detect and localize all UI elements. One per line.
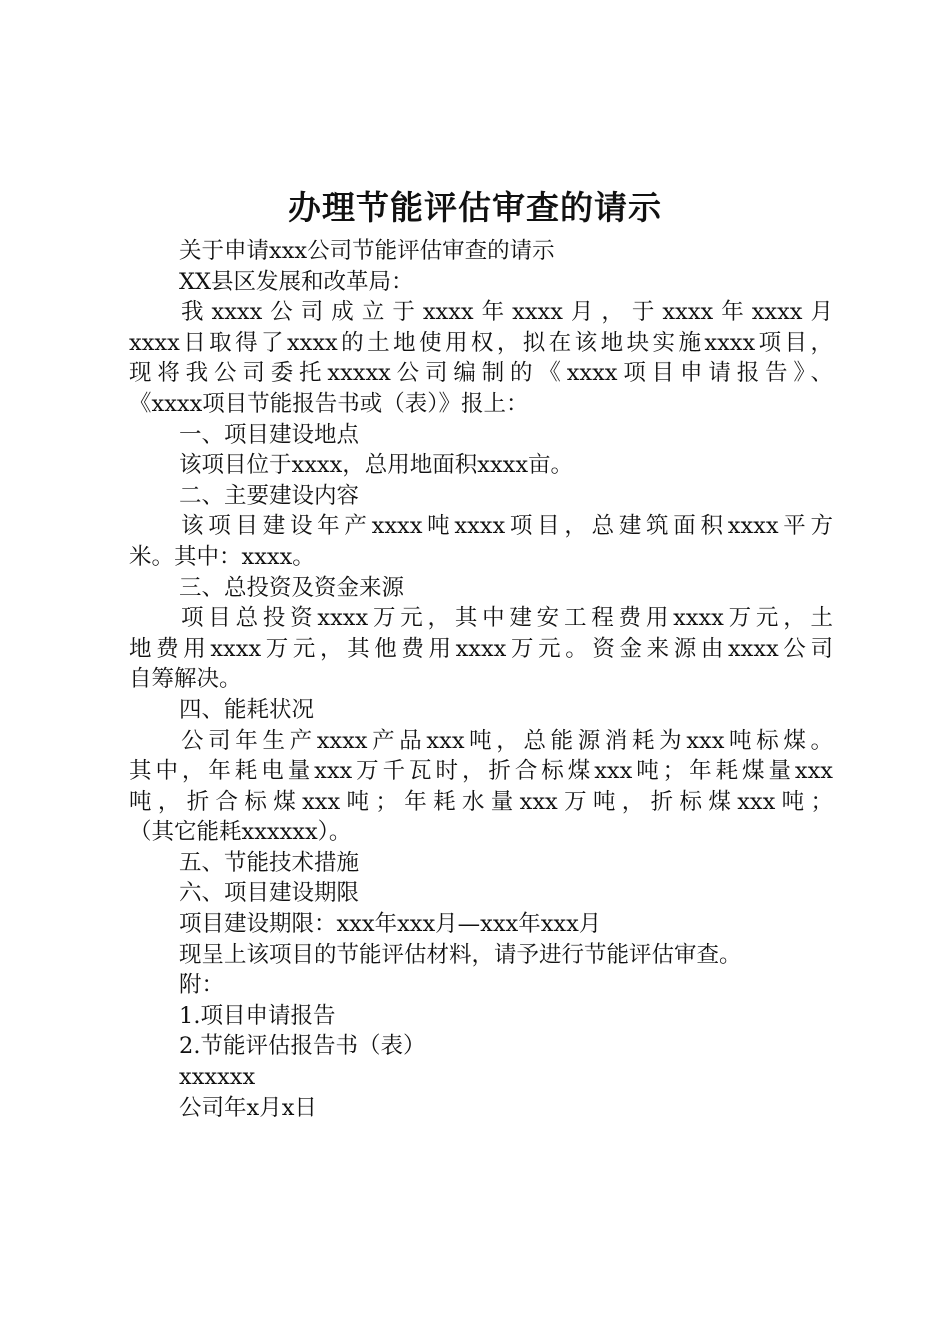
paragraph-line: 其中，年耗电量xxx万千瓦时，折合标煤xxx吨；年耗煤量xxx <box>129 758 833 785</box>
intro-line: 现将我公司委托xxxxx公司编制的《xxxx项目申请报告》、 <box>129 360 833 387</box>
signature-date: 公司年x月x日 <box>179 1094 317 1121</box>
addressee: XX县区发展和改革局： <box>179 268 414 295</box>
section-text: 项目建设期限：xxx年xxx月—xxx年xxx月 <box>179 911 602 938</box>
intro-line: 《xxxx项目节能报告书或（表）》报上： <box>129 390 529 417</box>
attachment-item: 1.项目申请报告 <box>179 1002 336 1029</box>
paragraph-line: 公司年生产xxxx产品xxx吨，总能源消耗为xxx吨标煤。 <box>181 727 833 754</box>
attachments-label: 附： <box>179 972 225 999</box>
attachment-item: 2.节能评估报告书（表） <box>179 1033 426 1060</box>
paragraph-line: 项目总投资xxxx万元，其中建安工程费用xxxx万元，土 <box>181 605 833 632</box>
document-title: 办理节能评估审查的请示 <box>288 188 662 227</box>
request-text: 现呈上该项目的节能评估材料，请予进行节能评估审查。 <box>179 941 742 968</box>
paragraph-line: （其它能耗xxxxxx）。 <box>129 819 352 846</box>
paragraph-line: 米。其中：xxxx。 <box>129 543 315 570</box>
paragraph-line: 地费用xxxx万元，其他费用xxxx万元。资金来源由xxxx公司 <box>129 635 833 662</box>
document-body <box>129 236 833 1123</box>
section-heading: 一、项目建设地点 <box>179 421 360 448</box>
section-paragraph <box>129 603 833 695</box>
intro-line: xxxx日取得了xxxx的土地使用权，拟在该地块实施xxxx项目， <box>129 329 833 356</box>
section-paragraph <box>129 726 833 848</box>
paragraph-line: 自筹解决。 <box>129 666 242 693</box>
paragraph-line: 吨，折合标煤xxx吨；年耗水量xxx万吨，折标煤xxx吨； <box>129 788 833 815</box>
subject-line: 关于申请xxx公司节能评估审查的请示 <box>179 238 555 264</box>
section-heading: 二、主要建设内容 <box>179 482 360 509</box>
section-heading: 四、能耗状况 <box>179 696 315 723</box>
paragraph-line: 该项目建设年产xxxx吨xxxx项目，总建筑面积xxxx平方 <box>181 513 833 540</box>
section-heading: 六、项目建设期限 <box>179 880 360 907</box>
section-paragraph <box>129 511 833 572</box>
section-heading: 五、节能技术措施 <box>179 849 360 876</box>
section-text: 该项目位于xxxx，总用地面积xxxx亩。 <box>179 452 574 479</box>
intro-paragraph <box>129 297 833 419</box>
intro-line: 我xxxx公司成立于xxxx年xxxx月，于xxxx年xxxx月 <box>181 299 833 326</box>
section-heading: 三、总投资及资金来源 <box>179 574 405 601</box>
signature-company: xxxxxx <box>179 1064 256 1091</box>
